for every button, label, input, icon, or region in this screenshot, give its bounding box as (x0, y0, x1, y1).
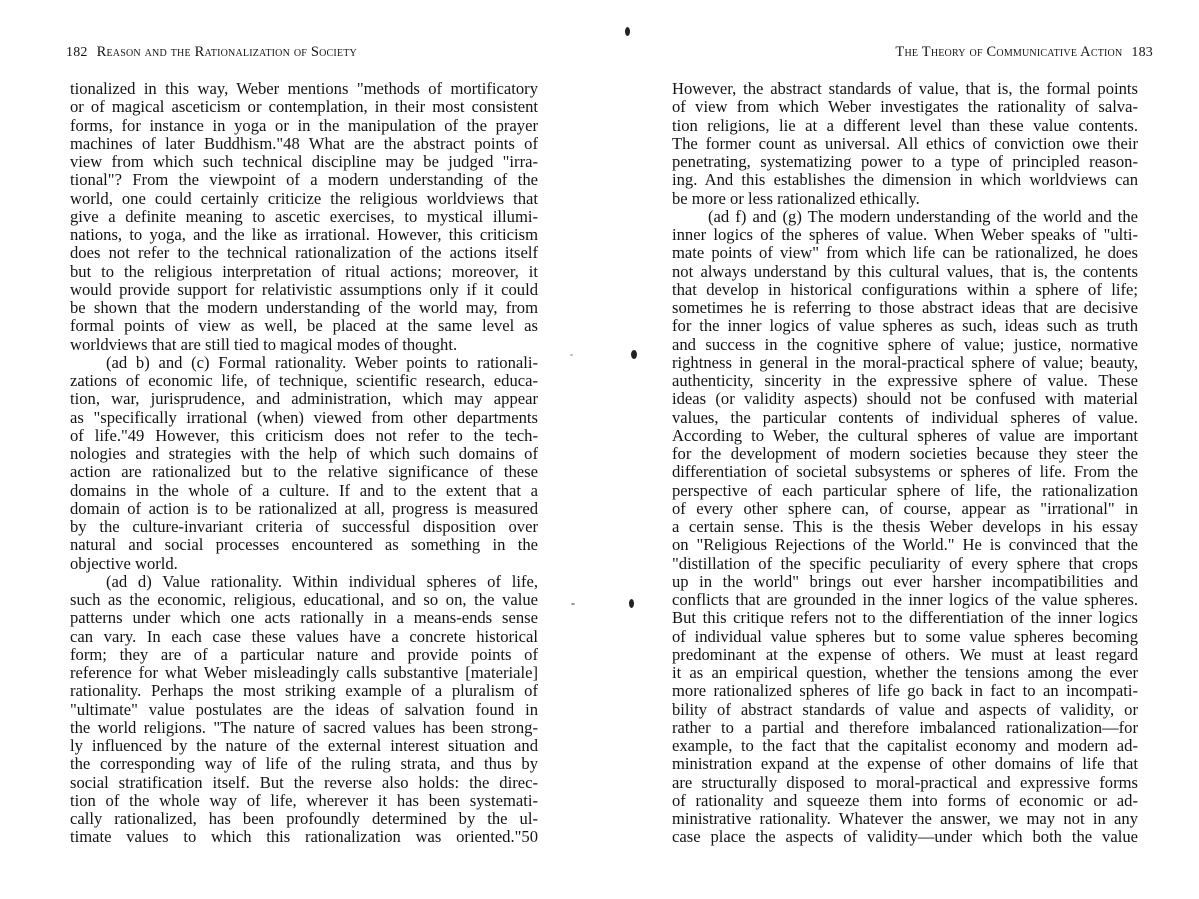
text-line: (ad d) Value rationality. Within individual spheres of life, (106, 571, 538, 591)
left-running-header (66, 44, 357, 61)
text-line: inner logics of the spheres of value. When Weber speaks of "ulti- (672, 225, 1138, 244)
text-line: social stratification itself. But the reverse also holds: the direc- (70, 772, 538, 792)
text-line: timate values to which this rationalization was oriented."50 (70, 827, 538, 847)
right-page-number: 183 (1131, 45, 1153, 60)
text-line: as "specifically irrational (when) viewed from other departments (70, 407, 538, 427)
text-line: patterns under which one acts rationally in a means-ends sense (70, 608, 538, 628)
text-line: be more or less rationalized ethically. (672, 188, 920, 208)
text-line: such as the economic, religious, educational, and so on, the value (70, 590, 538, 609)
text-line: by the culture-invariant criteria of successful disposition over (70, 517, 538, 536)
text-line: zations of economic life, of technique, scientific research, educa- (70, 371, 538, 390)
scan-speck (570, 354, 573, 356)
text-line: for the development of modern societies because they steer the (672, 444, 1138, 463)
text-line: be shown that the modern understanding of the world may, from (70, 298, 538, 317)
text-line: According to Weber, the cultural spheres of value are important (672, 425, 1138, 445)
text-line: that develop in historical configurations within a sphere of life; (672, 279, 1138, 299)
text-line: "ultimate" value postulates are the ideas of salvation found in (70, 699, 538, 719)
text-line: ly influenced by the nature of the external interest situation and (70, 736, 538, 755)
text-line: The former count as universal. All ethics of conviction owe their (672, 133, 1138, 153)
text-line: rightness in general in the moral-practical sphere of value; beauty, (672, 352, 1138, 372)
left-running-head: Reason and the Rationalization of Society (96, 44, 357, 60)
text-line: but to the religious interpretation of ritual actions; moreover, it (70, 261, 538, 281)
text-line: nologies and strategies with the help of which such domains of (70, 444, 538, 463)
text-line: case place the aspects of validity—under which both the value (672, 827, 1138, 847)
text-line: But this critique refers not to the differentiation of the inner logics (672, 608, 1138, 628)
text-line: of every other sphere can, of course, appear as "irrational" in (672, 498, 1138, 518)
text-line: mate points of view" from which life can be rationalized, he does (672, 243, 1138, 263)
text-line: rather to a partial and therefore imbalanced rationalization—for (672, 717, 1138, 737)
text-line: not always understand by this cultural values, that is, the contents (672, 261, 1138, 281)
text-line: authenticity, sincerity in the expressive sphere of value. These (672, 371, 1138, 390)
text-line: on "Religious Rejections of the World." He is convinced that the (672, 535, 1138, 555)
text-line: and success in the cognitive sphere of value; justice, normative (672, 334, 1138, 354)
text-line: of life."49 However, this criticism does not refer to the tech- (70, 425, 538, 445)
text-line: rationality. Perhaps the most striking example of a pluralism of (70, 681, 538, 701)
text-line: ideas (or validity aspects) should not be confused with material (672, 389, 1138, 409)
text-line: However, the abstract standards of value, that is, the formal points (672, 79, 1138, 98)
text-line: or of magical asceticism or contemplation, in their most consistent (70, 97, 538, 117)
text-line: (ad b) and (c) Formal rationality. Weber points to rationali- (106, 352, 538, 372)
left-page-number: 182 (66, 45, 88, 60)
text-line: a certain sense. This is the thesis Weber develops in his essay (672, 517, 1138, 536)
text-line: objective world. (70, 553, 178, 573)
scan-speck (631, 350, 637, 359)
text-line: for the inner logics of value spheres as such, ideas such as truth (672, 316, 1138, 336)
right-page (600, 0, 1199, 899)
text-line: predominant at the expense of others. We must at least regard (672, 644, 1138, 664)
text-line: give a definite meaning to ascetic exercises, to mystical illumi- (70, 206, 538, 226)
text-line: cally rationalized, has been profoundly determined by the ul- (70, 809, 538, 828)
text-line: tion of the whole way of life, wherever it has been systemati- (70, 790, 538, 810)
text-line: the corresponding way of life of the ruling strata, and thus by (70, 754, 538, 774)
text-line: differentiation of societal subsystems or spheres of life. From the (672, 462, 1138, 482)
text-line: conflicts that are grounded in the inner logics of the value spheres. (672, 590, 1138, 609)
text-line: more rationalized spheres of life go back in fact to an incompati- (672, 681, 1138, 701)
text-line: tion religions, lie at a different level than these value contents. (672, 115, 1138, 135)
text-line: the world religions. "The nature of sacred values has been strong- (70, 717, 538, 737)
text-line: "distillation of the specific peculiarity of every sphere that crops (672, 553, 1138, 573)
text-line: formal points of view as well, be placed at the same level as (70, 316, 538, 336)
text-line: of view from which Weber investigates the rationality of salva- (672, 97, 1138, 117)
text-line: action are rationalized but to the relative significance of these (70, 462, 538, 482)
text-line: ministration expand at the expense of other domains of life that (672, 754, 1138, 774)
text-line: penetrating, systematizing power to a type of principled reason- (672, 152, 1138, 171)
text-line: view from which such technical discipline may be judged "irra- (70, 152, 538, 171)
text-line: perspective of each particular sphere of life, the rationalization (672, 480, 1138, 500)
text-line: ministrative rationality. Whatever the answer, we may not in any (672, 809, 1138, 828)
text-line: domain of action is to be rationalized at all, progress is measured (70, 498, 538, 518)
text-line: can vary. In each case these values have a concrete historical (70, 626, 538, 646)
text-line: of rationality and squeeze them into forms of economic or ad- (672, 790, 1138, 810)
text-line: worldviews that are still tied to magical modes of thought. (70, 334, 458, 354)
text-line: tional"? From the viewpoint of a modern understanding of the (70, 170, 538, 190)
text-line: form; they are of a particular nature and provide points of (70, 644, 538, 664)
text-line: tion, war, jurisprudence, and administration, which may appear (70, 389, 538, 409)
text-line: bility of abstract standards of value and aspects of validity, or (672, 699, 1138, 719)
scan-speck (571, 603, 575, 605)
left-body-text (70, 80, 538, 847)
text-line: up in the world" brings out ever harsher incompatibilities and (672, 571, 1138, 591)
text-line: of individual value spheres but to some value spheres becoming (672, 626, 1138, 646)
text-line: does not refer to the technical rationalization of the actions itself (70, 243, 538, 263)
scan-speck (625, 27, 630, 36)
right-body-text (672, 80, 1138, 847)
text-line: tionalized in this way, Weber mentions "methods of mortificatory (70, 79, 538, 98)
text-line: ing. And this establishes the dimension in which worldviews can (672, 170, 1138, 190)
text-line: example, to the fact that the capitalist economy and modern ad- (672, 736, 1138, 755)
text-line: (ad f) and (g) The modern understanding of the world and the (708, 206, 1138, 226)
text-line: would provide support for relativistic assumptions only if it could (70, 279, 538, 299)
text-line: nations, to yoga, and the like as irrational. However, this criticism (70, 225, 538, 244)
text-line: world, one could certainly criticize the religious worldviews that (70, 188, 538, 208)
text-line: machines of later Buddhism."48 What are the abstract points of (70, 133, 538, 153)
scan-speck (629, 599, 634, 608)
text-line: forms, for instance in yoga or in the manipulation of the prayer (70, 115, 538, 135)
text-line: it as an empirical question, whether the tensions among the ever (672, 663, 1138, 682)
text-line: are structurally disposed to moral-practical and expressive forms (672, 772, 1138, 792)
text-line: reference for what Weber misleadingly calls substantive [materiale] (70, 663, 538, 682)
right-running-header (895, 44, 1153, 61)
text-line: sometimes he is referring to those abstract ideas that are decisive (672, 298, 1138, 317)
text-line: values, the particular contents of individual spheres of value. (672, 407, 1138, 427)
text-line: domains in the whole of a culture. If and to the extent that a (70, 480, 538, 500)
right-running-head: The Theory of Communicative Action (895, 44, 1123, 60)
text-line: natural and social processes encountered as something in the (70, 535, 538, 555)
